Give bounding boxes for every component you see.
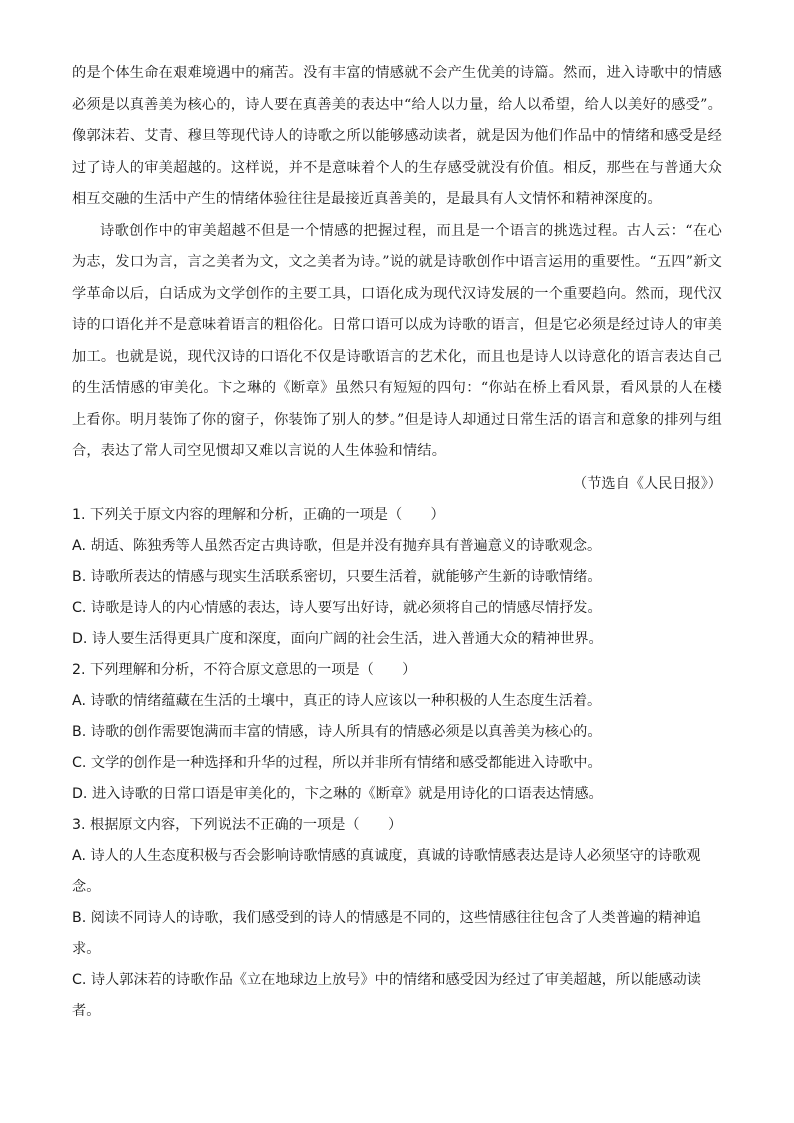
article-source: （节选自《人民日报》） [573,475,722,492]
article-paragraph-1: 的是个体生命在艰难境遇中的痛苦。没有丰富的情感就不会产生优美的诗篇。然而，进入诗歌中的情感必须是以真善美为核心的，诗人要在真善美的表达中“给人以力量，给人以希望，给人以美好的感受”。像郭沫若、艾青、穆旦等现代诗人的诗歌之所以能够感动读者，就是因为他们作品中的情绪和感受是经过了诗人的审美超越的。这样说，并不是意味着个人的生存感受就没有价值。相反，那些在与普通大众相互交融的生活中产生的情绪体验往往是最接近真善美的，是最具有人文情怀和精神深度的。 [72,65,722,207]
option-c: C. 诗人郭沫若的诗歌作品《立在地球边上放号》中的情绪和感受因为经过了审美超越，所以能感动读者。 [72,971,701,1019]
option-b: B. 阅读不同诗人的诗歌，我们感受到的诗人的情感是不同的，这些情感往往包含了人类普遍的精神追求。 [72,909,701,957]
option-c: C. 文学的创作是一种选择和升华的过程，所以并非所有情绪和感受都能进入诗歌中。 [72,754,602,771]
document-page [72,58,722,1027]
option-a: A. 胡适、陈独秀等人虽然否定古典诗歌，但是并没有抛弃具有普遍意义的诗歌观念。 [72,537,602,554]
question-1 [72,500,722,655]
question-stem: 3. 根据原文内容，下列说法不正确的一项是（ ） [72,816,403,833]
question-stem: 2. 下列理解和分析，不符合原文意思的一项是（ ） [72,661,417,678]
option-d: D. 进入诗歌的日常口语是审美化的，卞之琳的《断章》就是用诗化的口语表达情感。 [72,785,603,802]
option-d: D. 诗人要生活得更具广度和深度，面向广阔的社会生活，进入普通大众的精神世界。 [72,630,603,647]
option-b: B. 诗歌所表达的情感与现实生活联系密切，只要生活着，就能够产生新的诗歌情绪。 [72,568,602,585]
option-a: A. 诗歌的情绪蕴藏在生活的土壤中，真正的诗人应该以一种积极的人生态度生活着。 [72,692,602,709]
option-a: A. 诗人的人生态度积极与否会影响诗歌情感的真诚度，真诚的诗歌情感表达是诗人必须坚守的诗歌观念。 [72,847,701,895]
question-2 [72,655,722,810]
question-3 [72,810,722,1027]
question-stem: 1. 下列关于原文内容的理解和分析，正确的一项是（ ） [72,506,445,523]
option-b: B. 诗歌的创作需要饱满而丰富的情感，诗人所具有的情感必须是以真善美为核心的。 [72,723,602,740]
article-paragraph-2: 诗歌创作中的审美超越不但是一个情感的把握过程，而且是一个语言的挑选过程。古人云：“在心为志，发口为言，言之美者为文，文之美者为诗。”说的就是诗歌创作中语言运用的重要性。“五四”新文学革命以后，白话成为文学创作的主要工具，口语化成为现代汉诗发展的一个重要趋向。然而，现代汉诗的口语化并不是意味着语言的粗俗化。日常口语可以成为诗歌的语言，但是它必须是经过诗人的审美加工。也就是说，现代汉诗的口语化不仅是诗歌语言的艺术化，而且也是诗人以诗意化的语言表达自己的生活情感的审美化。卞之琳的《断章》虽然只有短短的四句：“你站在桥上看风景，看风景的人在楼上看你。明月装饰了你的窗子，你装饰了别人的梦。”但是诗人却通过日常生活的语言和意象的排列与组合，表达了常人司空见惯却又难以言说的人生体验和情结。 [72,222,722,459]
option-c: C. 诗歌是诗人的内心情感的表达，诗人要写出好诗，就必须将自己的情感尽情抒发。 [72,599,602,616]
